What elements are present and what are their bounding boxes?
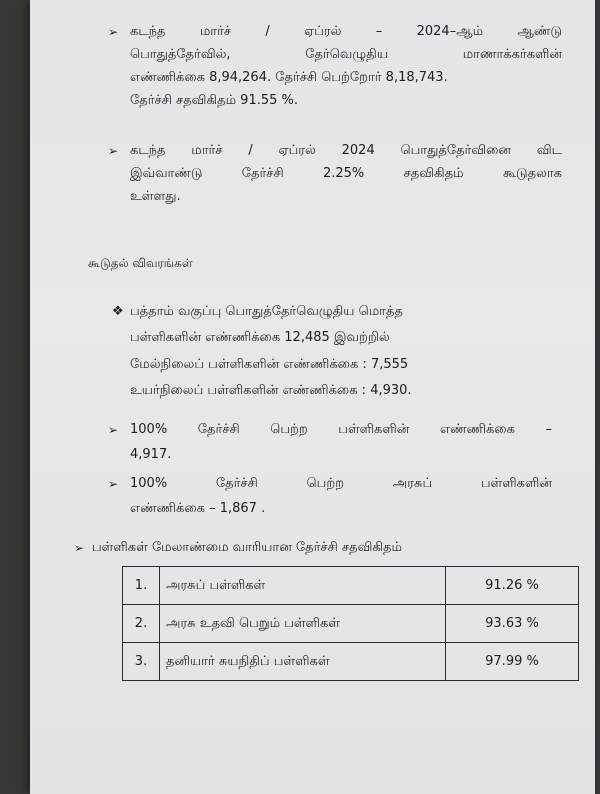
pass-percentage-table	[122, 566, 579, 681]
school-type: அரசு உதவி பெறும் பள்ளிகள்	[160, 605, 446, 643]
table-heading: பள்ளிகள் மேலாண்மை வாரியான தேர்ச்சி சதவிகிதம்	[92, 540, 402, 555]
pass-percentage: 93.63 %	[446, 605, 579, 643]
bullet-2-line-3: உள்ளது.	[130, 189, 181, 204]
table-row	[123, 605, 579, 643]
detail-line-3: மேல்நிலைப் பள்ளிகளின் எண்ணிக்கை : 7,555	[130, 357, 409, 372]
pass-bullet-1-line-2: 4,917.	[130, 447, 172, 462]
arrow-bullet-icon: ➢	[108, 25, 119, 39]
bullet-1-line-2: பொதுத்தேர்வில், தேர்வெழுதிய மாணாக்கர்களின்	[130, 47, 562, 62]
school-type: அரசுப் பள்ளிகள்	[160, 567, 446, 605]
row-number: 3.	[123, 643, 160, 681]
bullet-1-line-4: தேர்ச்சி சதவிகிதம் 91.55 %.	[130, 93, 299, 108]
pass-bullet-1-line-1: 100% தேர்ச்சி பெற்ற பள்ளிகளின் எண்ணிக்கை –	[130, 422, 552, 437]
bullet-1-line-3: எண்ணிக்கை 8,94,264. தேர்ச்சி பெற்றோர் 8,18,743.	[130, 70, 448, 85]
pass-bullet-2-line-1: 100% தேர்ச்சி பெற்ற அரசுப் பள்ளிகளின்	[130, 476, 552, 491]
arrow-bullet-icon: ➢	[74, 541, 85, 555]
table-row	[123, 643, 579, 681]
detail-line-4: உயர்நிலைப் பள்ளிகளின் எண்ணிக்கை : 4,930.	[130, 383, 412, 398]
table-row	[123, 567, 579, 605]
detail-line-1: பத்தாம் வகுப்பு பொதுத்தேர்வெழுதிய மொத்த	[130, 304, 403, 319]
row-number: 1.	[123, 567, 160, 605]
document-page	[30, 0, 595, 794]
bullet-1-line-1: கடந்த மார்ச் / ஏப்ரல் – 2024–ஆம் ஆண்டு	[130, 24, 562, 39]
pass-percentage: 97.99 %	[446, 643, 579, 681]
school-type: தனியார் சுயநிதிப் பள்ளிகள்	[160, 643, 446, 681]
bullet-2-line-1: கடந்த மார்ச் / ஏப்ரல் 2024 பொதுத்தேர்வினை விட	[130, 143, 562, 158]
bullet-2-line-2: இவ்வாண்டு தேர்ச்சி 2.25% சதவிகிதம் கூடுதலாக	[130, 166, 562, 181]
pass-percentage: 91.26 %	[446, 567, 579, 605]
arrow-bullet-icon: ➢	[108, 423, 119, 437]
row-number: 2.	[123, 605, 160, 643]
detail-line-2: பள்ளிகளின் எண்ணிக்கை 12,485 இவற்றில்	[130, 330, 390, 345]
arrow-bullet-icon: ➢	[108, 477, 119, 491]
arrow-bullet-icon: ➢	[108, 144, 119, 158]
pass-bullet-2-line-2: எண்ணிக்கை – 1,867 .	[130, 501, 266, 516]
section-heading: கூடுதல் விவரங்கள்	[88, 256, 193, 270]
diamond-bullet-icon: ❖	[112, 304, 124, 319]
